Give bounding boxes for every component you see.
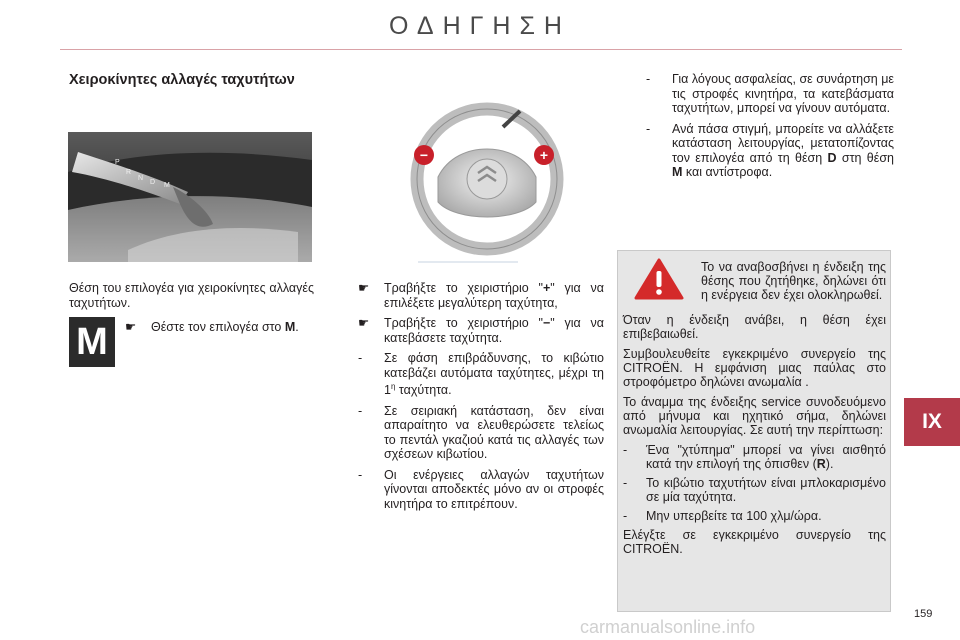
list-item: [358, 316, 604, 345]
warning-triangle-icon: [634, 257, 684, 301]
header-divider: [60, 49, 902, 50]
minus-paddle-label: −: [419, 147, 429, 163]
list-item: [646, 72, 894, 116]
list-item: [358, 351, 604, 398]
pointing-hand-icon: ☛: [358, 316, 370, 330]
warning-paragraph: Το άναμμα της ένδειξης service συνοδευόμενο από μήνυμα και ηχητικό σήμα, δηλώνει ανωμαλία λειτουργίας. Σε αυτή την περίπτωση:: [623, 395, 886, 437]
gear-lever-illustration: [68, 132, 312, 262]
section-title: Χειροκίνητες αλλαγές ταχυτήτων: [69, 72, 295, 88]
list-item: [358, 281, 604, 310]
list-item: [623, 509, 886, 523]
manual-mode-instruction: ☛ Θέστε τον επιλογέα στο M.: [125, 320, 299, 334]
list-item: [646, 122, 894, 180]
pointing-hand-icon: ☛: [358, 281, 370, 295]
chapter-tab: IX: [904, 398, 960, 446]
page-number: 159: [914, 608, 933, 620]
steering-wheel-illustration: [408, 97, 566, 267]
list-item: [623, 443, 886, 471]
warning-paragraph: Όταν η ένδειξη ανάβει, η θέση έχει επιβεβαιωθεί.: [623, 313, 886, 341]
list-item-text: Οι ενέργειες αλλαγών ταχυτήτων γίνονται αποδεκτές μόνο αν οι στροφές κινητήρα το επιτρέπουν.: [384, 467, 604, 511]
warning-closing: Ελέγξτε σε εγκεκριμένο συνεργείο της CITROËN.: [623, 528, 886, 556]
list-item-text: Ένα "χτύπημα" μπορεί να γίνει αισθητό κατά την επιλογή της όπισθεν (R).: [646, 443, 886, 471]
gate-letter-r: R: [126, 169, 132, 176]
list-item-text: Σε φάση επιβράδυνσης, το κιβώτιο κατεβάζει αυτόματα ταχύτητες, μέχρι τη $1^\eta$ ταχύτητα.: [384, 351, 604, 398]
dash-bullet: -: [623, 509, 628, 523]
warning-list: [623, 443, 886, 523]
notes-column: [646, 72, 894, 186]
dash-bullet: -: [358, 403, 363, 418]
manual-mode-badge: M: [69, 317, 115, 367]
gate-letter-n: N: [138, 175, 144, 182]
gate-letter-m: M: [164, 182, 170, 189]
page-header-title: ΟΔΗΓΗΣΗ: [388, 12, 571, 40]
warning-paragraph: Συμβουλευθείτε εγκεκριμένο συνεργείο της CITROËN. Η εμφάνιση μιας παύλας στο στροφόμετρο δηλώνει ανωμαλία .: [623, 347, 886, 389]
gate-letter-d: D: [150, 179, 156, 186]
list-item-text: Το κιβώτιο ταχυτήτων είναι μπλοκαρισμένο σε μία ταχύτητα.: [646, 476, 886, 504]
figure-caption: Θέση του επιλογέα για χειροκίνητες αλλαγές ταχυτήτων.: [69, 281, 314, 310]
list-item: [623, 476, 886, 504]
dash-bullet: -: [646, 121, 651, 136]
dash-bullet: -: [358, 467, 363, 482]
list-item-text: Σε σειριακή κατάσταση, δεν είναι απαραίτητο να ελευθερώσετε τελείως το πεντάλ γκαζιού κατά τις αλλαγές των σχέσεων κιβωτίου.: [384, 403, 604, 462]
dash-bullet: -: [646, 72, 651, 86]
watermark-text: carmanualsonline.info: [580, 617, 756, 637]
list-item-text: Μην υπερβείτε τα 100 χλμ/ώρα.: [646, 509, 822, 523]
warning-box: [617, 250, 891, 612]
pointing-hand-icon: ☛: [125, 320, 137, 334]
list-item: [358, 468, 604, 512]
list-item-text: Τραβήξτε το χειριστήριο "+" για να επιλέξετε μεγαλύτερη ταχύτητα,: [384, 281, 604, 310]
gate-letter-p: P: [115, 159, 120, 166]
dash-bullet: -: [623, 476, 628, 490]
list-item-text: Τραβήξτε το χειριστήριο "−" για να κατεβάσετε ταχύτητα.: [384, 316, 604, 345]
instructions-column: [358, 281, 604, 517]
plus-paddle-label: +: [539, 147, 549, 163]
list-item: [358, 404, 604, 462]
dash-bullet: -: [358, 351, 363, 365]
dash-bullet: -: [623, 443, 628, 457]
warning-intro: Το να αναβοσβήνει η ένδειξη της θέσης που ζητήθηκε, δηλώνει ότι η ενέργεια δεν έχει ολοκληρωθεί.: [701, 260, 886, 302]
list-item-text: Ανά πάσα στιγμή, μπορείτε να αλλάξετε κατάσταση λειτουργίας, μετατοπίζοντας τον επιλογέα από τη θέση D στη θέση M και αντίστροφα.: [672, 121, 894, 179]
list-item-text: Για λόγους ασφαλείας, σε συνάρτηση με τις στροφές κινητήρα, τα κατεβάσματα ταχυτήτων, μπορεί να γίνουν αυτόματα.: [672, 72, 894, 115]
